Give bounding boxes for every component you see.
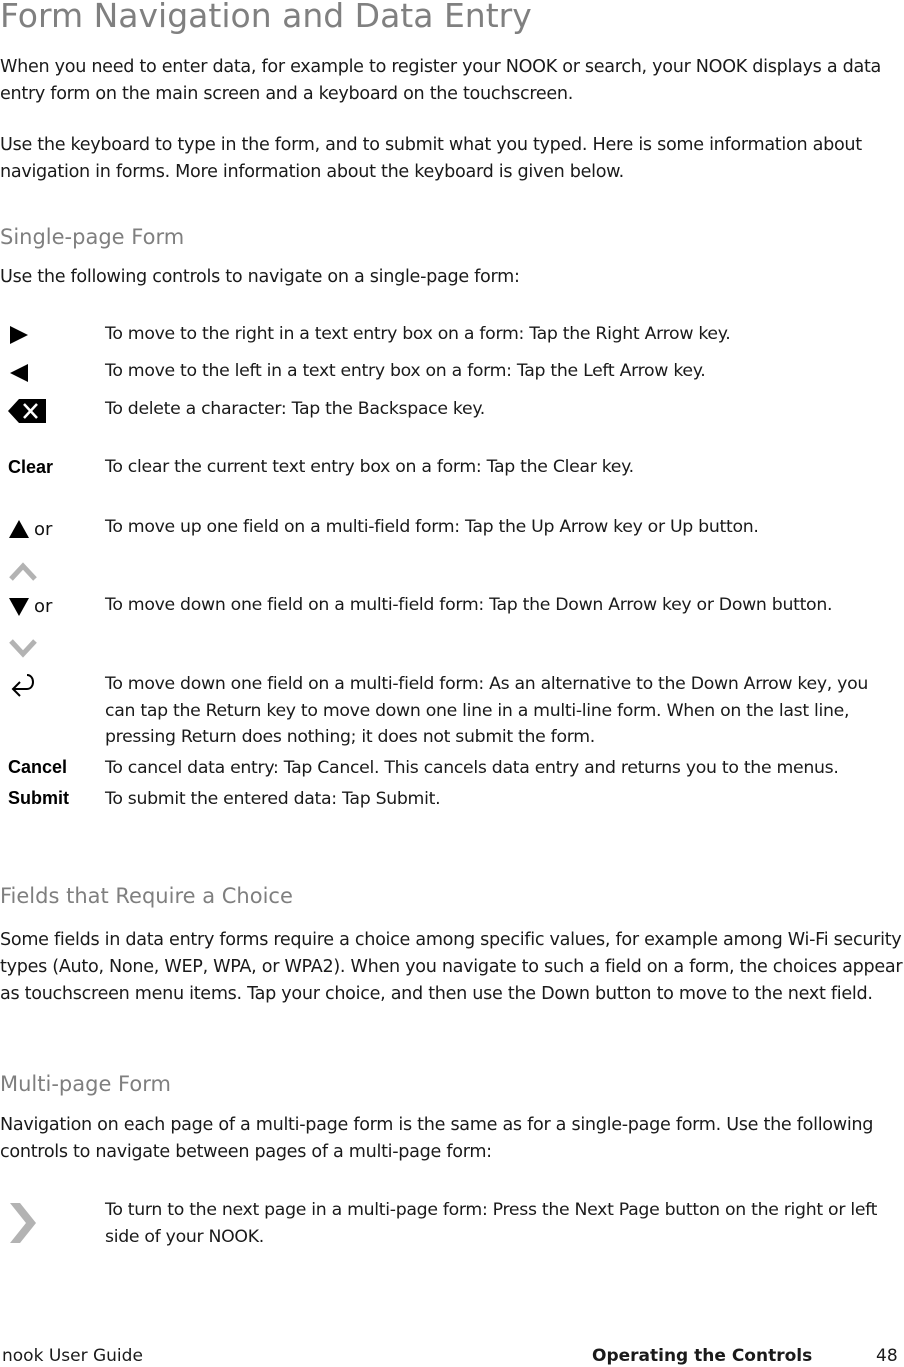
next-page-button-icon xyxy=(8,1203,38,1247)
or-label-down: or xyxy=(34,596,53,617)
right-arrow-key-icon xyxy=(10,326,28,348)
return-key-icon xyxy=(9,672,37,704)
single-page-lead: Use the following controls to navigate on a single-page form: xyxy=(0,267,520,287)
page-title: Form Navigation and Data Entry xyxy=(0,0,532,35)
left-arrow-description: To move to the left in a text entry box on a form: Tap the Left Arrow key. xyxy=(105,361,706,381)
choice-fields-heading: Fields that Require a Choice xyxy=(0,884,293,908)
left-arrow-key-icon xyxy=(10,364,28,386)
clear-description: To clear the current text entry box on a form: Tap the Clear key. xyxy=(105,457,634,477)
cancel-key-label: Cancel xyxy=(8,757,68,777)
right-arrow-description: To move to the right in a text entry box on a form: Tap the Right Arrow key. xyxy=(105,324,731,344)
submit-key-label: Submit xyxy=(8,788,69,808)
up-description: To move up one field on a multi-field form: Tap the Up Arrow key or Up button. xyxy=(105,517,759,537)
cancel-description: To cancel data entry: Tap Cancel. This cancels data entry and returns you to the menus. xyxy=(105,758,839,778)
down-button-icon xyxy=(9,639,37,663)
submit-description: To submit the entered data: Tap Submit. xyxy=(105,789,441,809)
multi-page-heading: Multi-page Form xyxy=(0,1072,171,1096)
multi-page-lead: Navigation on each page of a multi-page form is the same as for a single-page form. Use the following controls to navigate between pages of a multi-page form: xyxy=(0,1115,874,1162)
clear-key-label: Clear xyxy=(8,457,54,477)
intro-paragraph-2: Use the keyboard to type in the form, and to submit what you typed. Here is some information about navigation in forms. More information about the keyboard is given below. xyxy=(0,135,862,182)
footer-guide-title: nook User Guide xyxy=(2,1346,143,1366)
single-page-heading: Single-page Form xyxy=(0,225,185,249)
backspace-description: To delete a character: Tap the Backspace key. xyxy=(105,399,485,419)
up-arrow-key-icon xyxy=(9,520,29,542)
up-button-icon xyxy=(9,561,37,585)
intro-paragraph-1: When you need to enter data, for example to register your NOOK or search, your NOOK displays a data entry form on the main screen and a keyboard on the touchscreen. xyxy=(0,57,882,104)
return-description: To move down one field on a multi-field form: As an alternative to the Down Arrow key, you can tap the Return key to move down one line in a multi-line form. When on the last line, pressing Return does nothing; it does not submit the form. xyxy=(105,674,869,747)
footer-section-title: Operating the Controls xyxy=(592,1346,813,1366)
choice-fields-body: Some fields in data entry forms require a choice among specific values, for example among Wi-Fi security types (Auto, None, WEP, WPA, or WPA2). When you navigate to such a field on a form, the choices appear as touchscreen menu items. Tap your choice, and then use the Down button to move to the next field. xyxy=(0,930,903,1004)
next-page-description: To turn to the next page in a multi-page form: Press the Next Page button on the right or left side of your NOOK. xyxy=(105,1200,878,1247)
page-number: 48 xyxy=(876,1346,898,1366)
down-description: To move down one field on a multi-field form: Tap the Down Arrow key or Down button. xyxy=(105,595,833,615)
or-label-up: or xyxy=(34,519,53,540)
down-arrow-key-icon xyxy=(9,598,29,620)
backspace-key-icon xyxy=(8,399,46,427)
